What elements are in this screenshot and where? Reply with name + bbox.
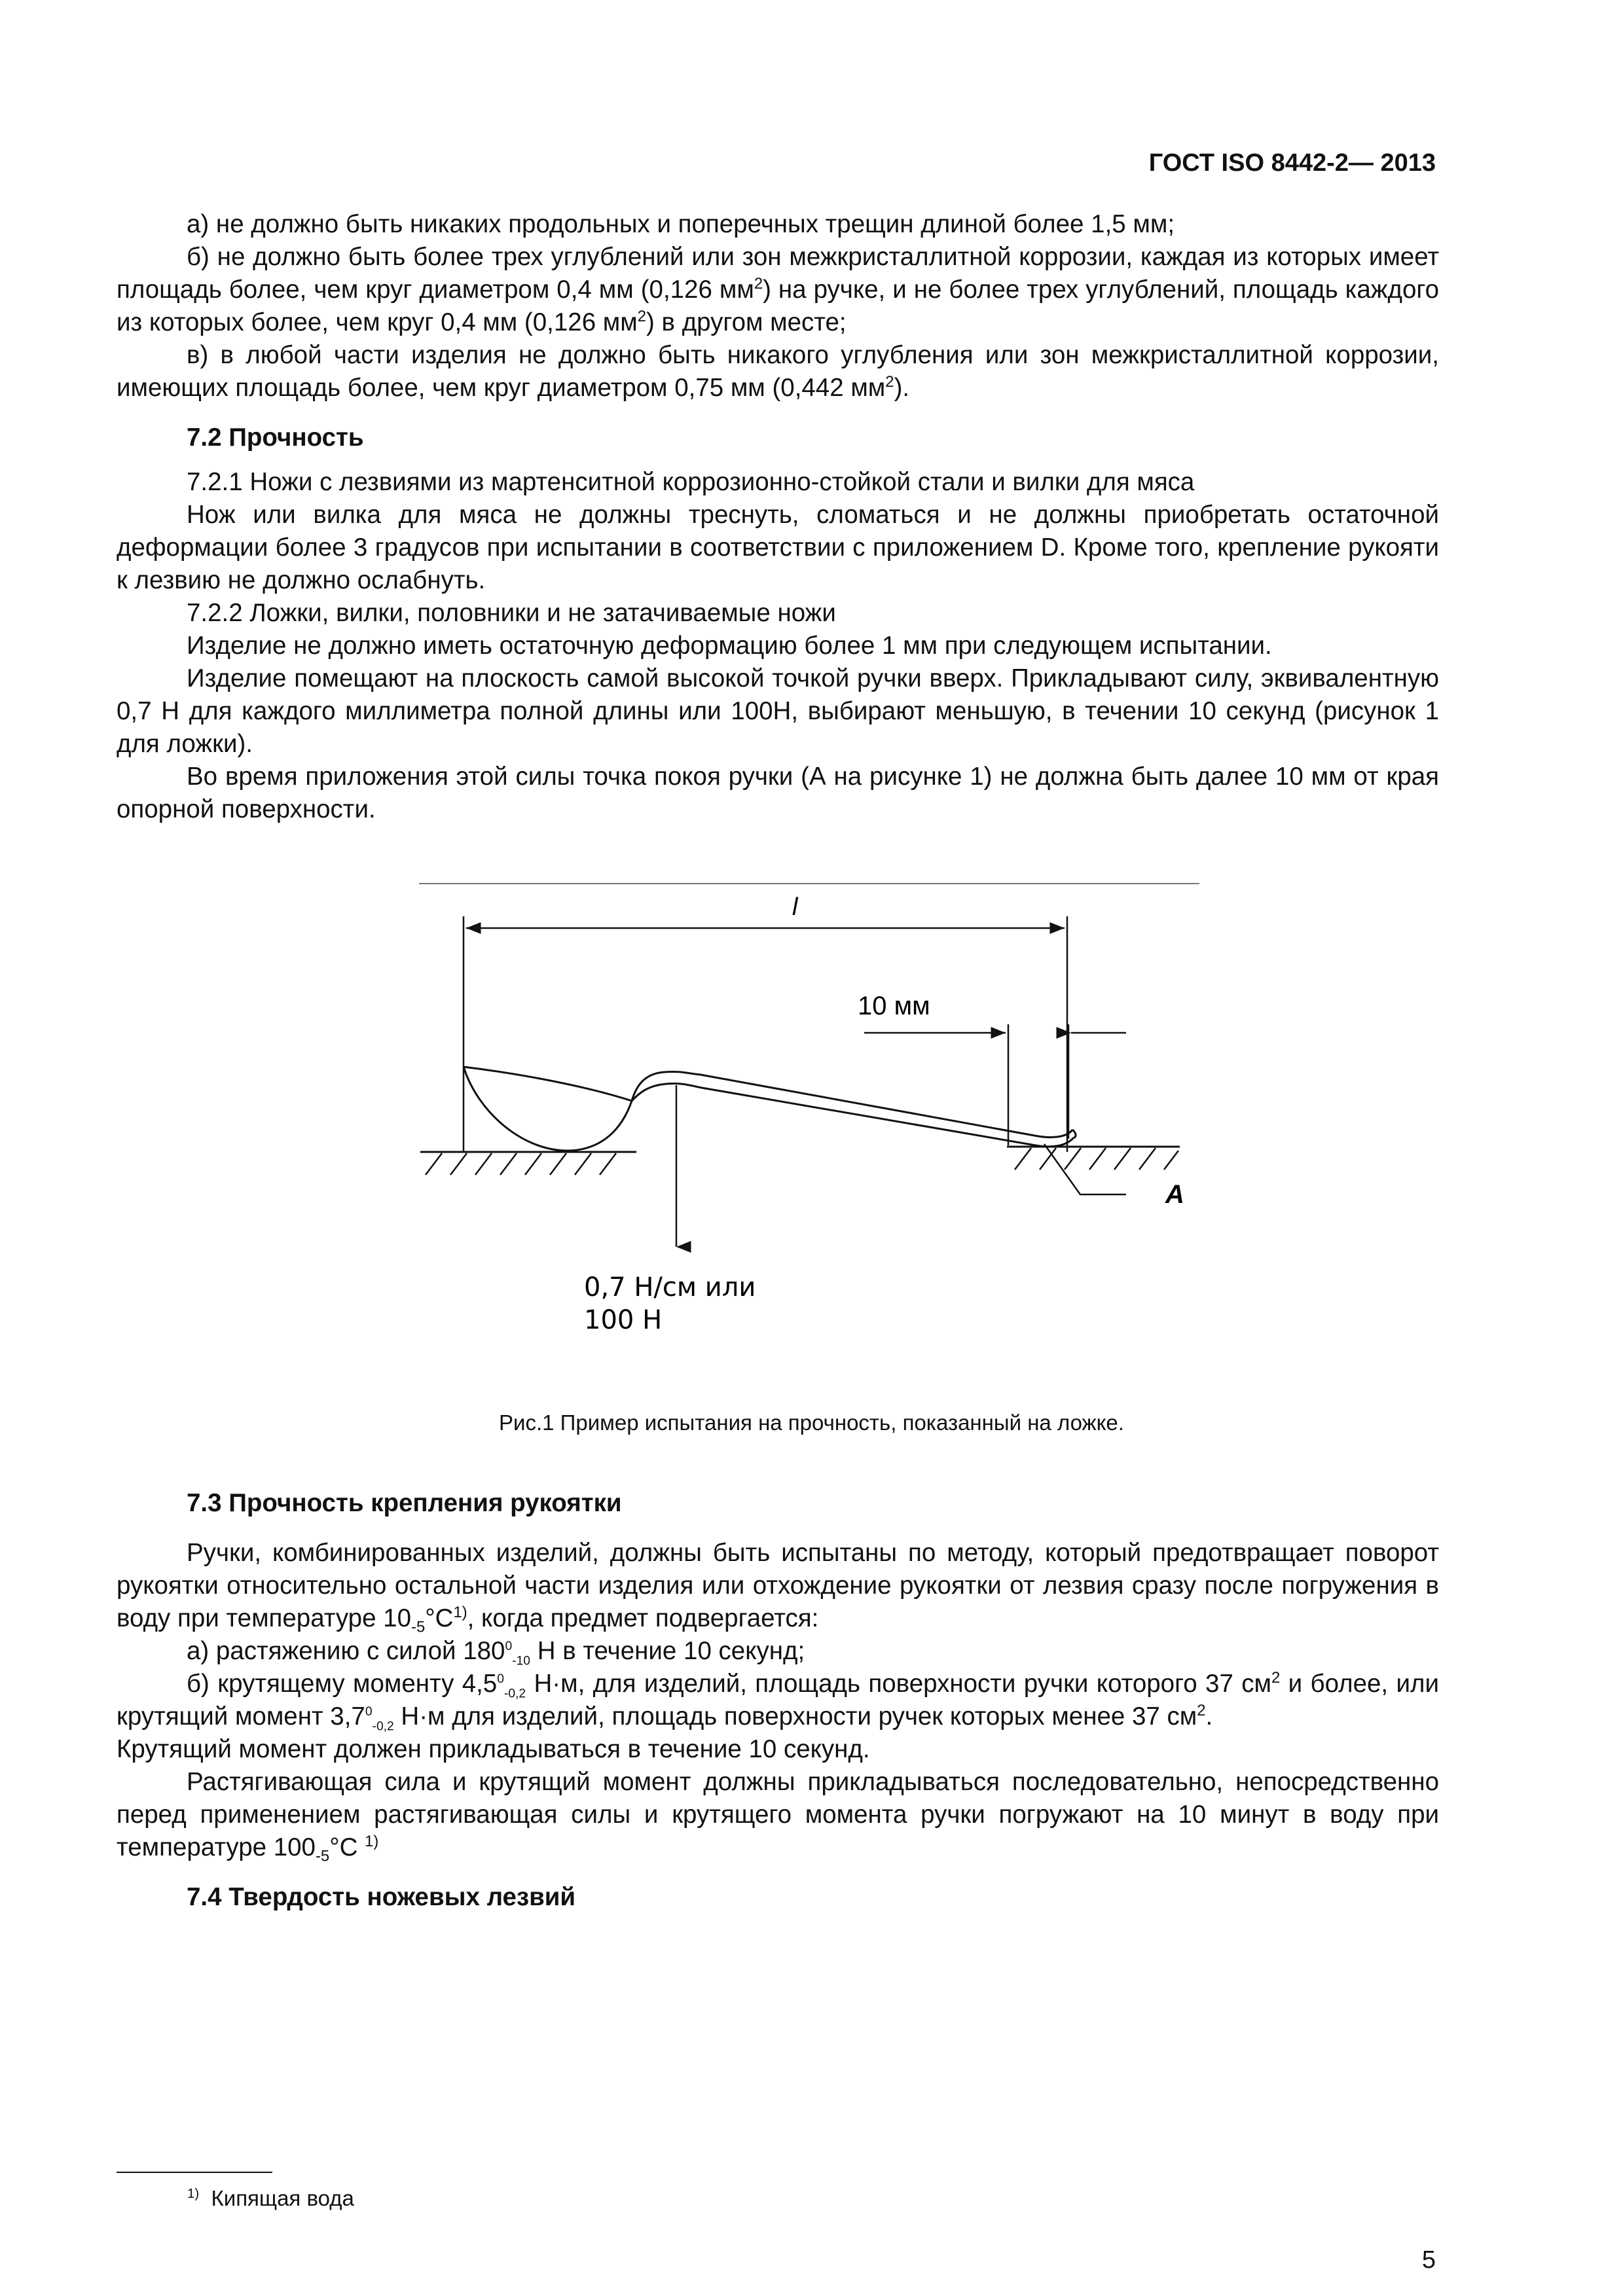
list-item-c: в) в любой части изделия не должно быть никакого углубления или зон межкристаллитной коррозии, имеющих площадь более, чем круг диаметром 0,75 мм (0,442 $мм^2$). <box>117 341 1439 402</box>
list-item-b: б) крутящему моменту $4,5^0_{-0,2}$ Н·м, для изделий, площадь поверхности ручки которого 37 $см^2$ и более, или крутящий момент $3,7^0_{-0,2}$ Н·м для изделий, площадь поверхности ручек которых менее 37 $см^2$. <box>117 1669 1439 1734</box>
paragraph-7-2-1: 7.2.1 Ножи с лезвиями из мартенситной коррозионно-стойкой стали и вилки для мяса <box>187 468 1195 496</box>
section-heading-7-2: 7.2 Прочность <box>187 423 364 452</box>
force-label-line2: 100 Н <box>584 1305 663 1335</box>
force-label-line1: 0,7 Н/см или <box>584 1272 756 1302</box>
section-heading-7-4: 7.4 Твердость ножевых лезвий <box>187 1883 576 1911</box>
paragraph: Изделие помещают на плоскость самой высокой точкой ручки вверх. Прикладывают силу, эквивалентную 0,7 Н для каждого миллиметра полной длины или 100Н, выбирают меньшую, в течении 10 секунд (рисунок 1 для ложки). <box>117 664 1439 758</box>
section-7-3 <box>117 1487 1439 1914</box>
list-item-a: а) не должно быть никаких продольных и поперечных трещин длиной более 1,5 мм; <box>187 210 1175 238</box>
spoon-test-diagram <box>406 877 1205 1355</box>
figure-caption: Рис.1 Пример испытания на прочность, показанный на ложке. <box>499 1410 1124 1435</box>
paragraph: Изделие не должно иметь остаточную деформацию более 1 мм при следующем испытании. <box>187 632 1272 660</box>
point-a-label: A <box>1165 1180 1184 1209</box>
section-heading-7-3: 7.3 Прочность крепления рукоятки <box>187 1489 622 1517</box>
footnote-mark: 1) <box>187 2186 200 2201</box>
dimension-10mm-label: 10 мм <box>858 992 930 1020</box>
paragraph-7-2-2: 7.2.2 Ложки, вилки, половники и не затачиваемые ножи <box>187 599 836 627</box>
paragraph: Крутящий момент должен прикладываться в течение 10 секунд. <box>117 1735 870 1763</box>
footnote-text: Кипящая вода <box>211 2186 354 2210</box>
paragraph: Растягивающая сила и крутящий момент должны прикладываться последовательно, непосредственно перед применением растягивающая силы и крутящего момента ручки погружают на 10 минут в воду при температуре $100_{-5}^\circ С$ $^{1)}$ <box>117 1768 1439 1865</box>
footnote <box>187 2186 354 2211</box>
list-item-b: б) не должно быть более трех углублений или зон межкристаллитной коррозии, каждая из которых имеет площадь более, чем круг диаметром 0,4 мм (0,126 $мм^2$) на ручке, и не более трех углублений, площадь каждого из которых более, чем круг 0,4 мм (0,126 $мм^2$) в другом месте; <box>117 243 1439 336</box>
paragraph: Во время приложения этой силы точка покоя ручки (А на рисунке 1) не должна быть далее 10 мм от края опорной поверхности. <box>117 762 1439 823</box>
intro-and-72-section <box>117 208 1439 826</box>
paragraph: Ручки, комбинированных изделий, должны быть испытаны по методу, который предотвращает поворот рукоятки относительно остальной части изделия или отхождение рукоятки от лезвия сразу после погружения в воду при температуре $10_{-5}^\circ С^{1)}$, когда предмет подвергается: <box>117 1539 1439 1636</box>
dimension-l-label: l <box>792 893 798 921</box>
document-header: ГОСТ ISO 8442-2— 2013 <box>1148 149 1436 177</box>
paragraph: Нож или вилка для мяса не должны треснуть, сломаться и не должны приобретать остаточной деформации более 3 градусов при испытании в соответствии с приложением D. Кроме того, крепление рукояти к лезвию не должно ослабнуть. <box>117 501 1439 594</box>
figure-spoon-strength-test <box>406 877 1205 1355</box>
footnote-separator <box>117 2172 272 2173</box>
page-number: 5 <box>1421 2246 1436 2274</box>
list-item-a: а) растяжению с силой $180^0_{-10}$ Н в течение 10 секунд; <box>187 1637 805 1668</box>
